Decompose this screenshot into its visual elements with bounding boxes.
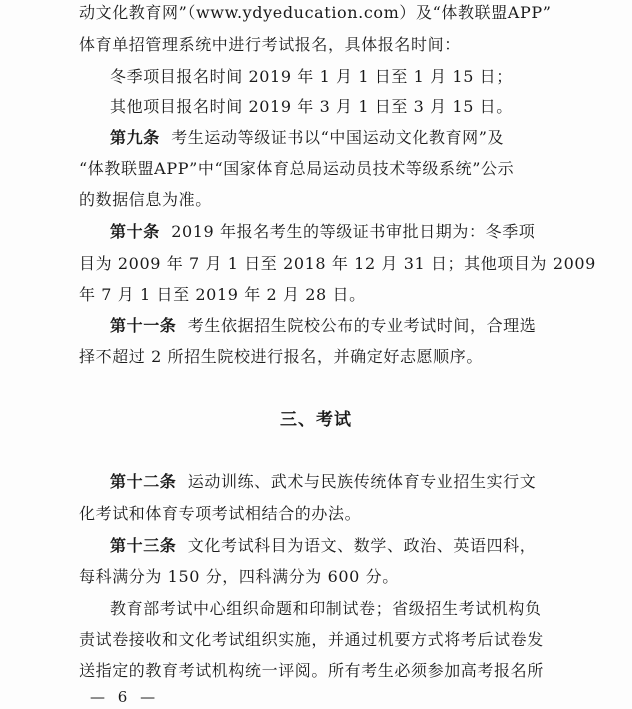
article-12 (110, 471, 536, 493)
text-line: 年 7 月 1 日至 2019 年 2 月 28 日。 (79, 285, 366, 304)
text-line: 每科满分为 150 分，四科满分为 600 分。 (79, 567, 399, 586)
article-text: 考生依据招生院校公布的专业考试时间，合理选 (187, 316, 537, 335)
text-line: 动文化教育网”（www.ydyeducation.com）及“体教联盟APP” (79, 3, 552, 22)
article-label: 第十二条 (110, 472, 177, 491)
article-label: 第十条 (110, 222, 160, 241)
article-text: 文化考试科目为语文、数学、政治、英语四科， (187, 536, 537, 555)
article-text: 2019 年报名考生的等级证书审批日期为：冬季项 (171, 222, 536, 241)
article-10 (110, 221, 535, 243)
text-line: “体教联盟APP”中“国家体育总局运动员技术等级系统”公示 (79, 159, 515, 178)
article-text: 运动训练、武术与民族传统体育专业招生实行文 (187, 472, 537, 491)
text-line: 冬季项目报名时间 2019 年 1 月 1 日至 1 月 15 日； (110, 67, 513, 86)
article-13 (110, 535, 536, 557)
text-line: 责试卷接收和文化考试组织实施，并通过机要方式将考后试卷发 (79, 630, 544, 649)
article-text: 考生运动等级证书以“中国运动文化教育网”及 (171, 128, 505, 147)
article-label: 第十一条 (110, 316, 177, 335)
page-number: — 6 — (90, 688, 160, 706)
text-line: 教育部考试中心组织命题和印制试卷；省级招生考试机构负 (110, 599, 542, 618)
text-line: 送指定的教育考试机构统一评阅。所有考生必须参加高考报名所 (79, 661, 544, 680)
section-heading: 三、考试 (280, 410, 352, 430)
text-line: 化考试和体育专项考试相结合的办法。 (79, 504, 362, 523)
text-line: 择不超过 2 所招生院校进行报名，并确定好志愿顺序。 (79, 347, 483, 366)
article-11 (110, 315, 536, 337)
text-line: 其他项目报名时间 2019 年 3 月 1 日至 3 月 15 日。 (110, 97, 513, 116)
article-label: 第九条 (110, 128, 160, 147)
text-line: 目为 2009 年 7 月 1 日至 2018 年 12 月 31 日；其他项目为 2009 (79, 254, 596, 273)
text-line: 体育单招管理系统中进行考试报名，具体报名时间： (79, 35, 461, 54)
article-9 (110, 127, 504, 149)
article-label: 第十三条 (110, 536, 177, 555)
text-line: 的数据信息为准。 (79, 190, 212, 209)
